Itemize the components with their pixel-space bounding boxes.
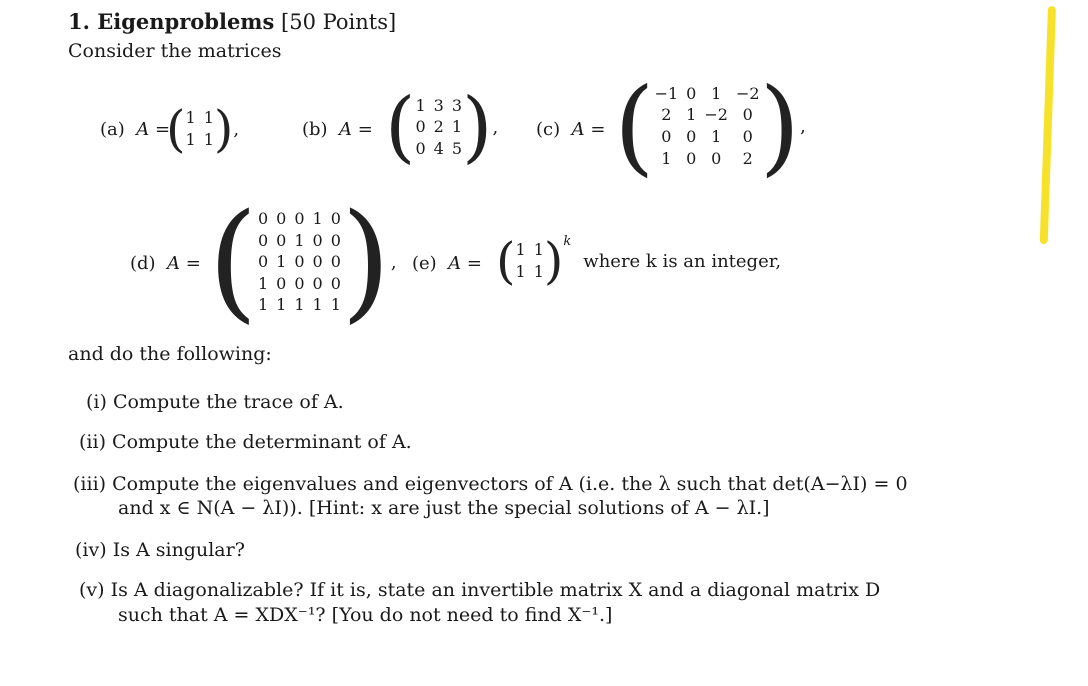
matrix-d-label bbox=[130, 253, 201, 274]
matrix-a-label bbox=[100, 119, 170, 140]
matrix-cell: 1 bbox=[451, 117, 462, 137]
matrix-cell: 0 bbox=[661, 127, 672, 146]
item-i-num: (i) bbox=[86, 391, 107, 413]
matrix-c-label bbox=[536, 119, 605, 140]
matrix-cell: 1 bbox=[257, 273, 269, 293]
matrix-a: ( 1 1 1 1 ) , bbox=[166, 100, 240, 158]
matrix-cell: 2 bbox=[661, 105, 672, 125]
matrix-cell: 0 bbox=[711, 148, 722, 168]
matrix-cell: 0 bbox=[742, 127, 753, 146]
matrix-cell: 1 bbox=[203, 108, 214, 128]
matrix-cell: 3 bbox=[451, 95, 462, 115]
matrix-cell: 0 bbox=[330, 252, 341, 272]
matrix-cell: 0 bbox=[257, 230, 269, 250]
item-i bbox=[86, 391, 344, 413]
item-iii bbox=[73, 473, 908, 495]
suffix-d: , bbox=[390, 251, 397, 273]
problem-title bbox=[68, 9, 396, 34]
matrix-d-grid bbox=[258, 208, 341, 316]
matrix-cell: 1 bbox=[312, 209, 323, 229]
suffix-e: where k is an integer, bbox=[583, 250, 782, 272]
matrix-d: ( 0 0 0 1 0 0 0 1 0 0 0 1 0 0 0 1 0 0 0 0 1 1 1 1 1 ) , bbox=[208, 187, 397, 336]
label-b: (b) bbox=[302, 119, 328, 140]
matrix-e-grid bbox=[516, 239, 544, 282]
matrix-cell: 0 bbox=[294, 252, 305, 272]
suffix-a: , bbox=[233, 118, 240, 140]
matrix-e-label bbox=[412, 253, 482, 274]
matrix-cell: −2 bbox=[704, 105, 728, 125]
matrix-cell: 1 bbox=[661, 148, 672, 168]
matrix-cell: 1 bbox=[686, 105, 697, 125]
matrix-cell: 0 bbox=[415, 117, 426, 137]
matrix-b-grid bbox=[415, 95, 462, 160]
matrix-cell: 0 bbox=[330, 209, 341, 229]
matrix-cell: 0 bbox=[294, 273, 305, 293]
matrix-cell: 0 bbox=[276, 273, 287, 293]
item-v bbox=[79, 579, 880, 601]
item-v-text: Is A diagonalizable? If it is, state an invertible matrix X and a diagonal matrix D bbox=[110, 579, 881, 601]
matrix-cell: 1 bbox=[185, 130, 196, 149]
problem-points: [50 Points] bbox=[281, 10, 397, 34]
matrix-a-grid bbox=[186, 107, 214, 150]
label-c: (c) bbox=[536, 119, 561, 140]
matrix-cell: 0 bbox=[330, 230, 341, 250]
matrix-cell: 1 bbox=[533, 262, 544, 281]
matrix-cell: 0 bbox=[257, 252, 269, 272]
matrix-cell: 3 bbox=[433, 95, 444, 115]
matrix-cell: 0 bbox=[257, 209, 269, 229]
matrix-cell: 1 bbox=[330, 295, 341, 315]
lhs-c: A = bbox=[571, 119, 606, 140]
matrix-cell: 1 bbox=[312, 295, 323, 315]
matrix-cell: −2 bbox=[735, 83, 760, 103]
suffix-c: , bbox=[800, 115, 806, 137]
matrix-c: ( −1 0 1 −2 2 1 −2 0 0 0 1 0 1 0 0 2 ) , bbox=[614, 65, 806, 187]
matrix-cell: 0 bbox=[312, 252, 323, 272]
matrix-cell: 0 bbox=[686, 127, 697, 146]
matrix-cell: 0 bbox=[742, 105, 753, 125]
matrix-cell: 2 bbox=[433, 117, 444, 137]
lhs-d: A = bbox=[167, 253, 201, 274]
matrix-b: ( 1 3 3 0 2 1 0 4 5 ) , bbox=[385, 82, 499, 172]
instructions-lead: and do the following: bbox=[68, 343, 272, 365]
matrix-cell: 1 bbox=[257, 295, 269, 315]
matrix-cell: 0 bbox=[276, 209, 287, 229]
highlighter-mark bbox=[1040, 6, 1056, 244]
matrix-cell: 5 bbox=[451, 138, 462, 158]
label-d: (d) bbox=[130, 253, 156, 274]
matrix-cell: 0 bbox=[415, 138, 426, 158]
matrix-cell: 0 bbox=[686, 83, 697, 103]
intro-text: Consider the matrices bbox=[68, 40, 282, 62]
item-iii-num: (iii) bbox=[73, 473, 107, 495]
matrix-cell: 1 bbox=[185, 108, 196, 128]
problem-number: 1. Eigenproblems bbox=[68, 9, 275, 34]
matrix-cell: 0 bbox=[312, 230, 323, 250]
matrix-cell: 1 bbox=[711, 127, 722, 146]
lhs-b: A = bbox=[339, 119, 373, 140]
item-v-cont: such that A = XDX⁻¹? [You do not need to find X⁻¹.] bbox=[118, 604, 613, 626]
matrix-cell: 1 bbox=[294, 295, 305, 315]
matrix-b-label bbox=[302, 119, 373, 140]
item-iv-text: Is A singular? bbox=[112, 539, 245, 561]
item-v-num: (v) bbox=[79, 579, 105, 601]
matrix-cell: 0 bbox=[294, 209, 305, 229]
label-e: (e) bbox=[412, 253, 437, 274]
matrix-cell: 4 bbox=[433, 138, 444, 158]
matrix-cell: 1 bbox=[203, 130, 214, 149]
lhs-a: A = bbox=[136, 119, 171, 140]
matrix-cell: 1 bbox=[294, 230, 305, 250]
matrix-cell: 1 bbox=[533, 240, 544, 260]
item-i-text: Compute the trace of A. bbox=[112, 391, 344, 413]
power-e: k bbox=[563, 234, 572, 249]
label-a: (a) bbox=[100, 119, 125, 140]
item-ii bbox=[79, 431, 412, 453]
matrix-cell: 1 bbox=[276, 295, 287, 315]
item-iii-cont: and x ∈ N(A − λI)). [Hint: x are just the special solutions of A − λI.] bbox=[118, 497, 770, 519]
matrix-cell: 0 bbox=[312, 273, 323, 293]
item-iii-text: Compute the eigenvalues and eigenvectors of A (i.e. the λ such that det(A−λI) = 0 bbox=[112, 473, 908, 495]
lhs-e: A = bbox=[448, 253, 482, 274]
item-iv-num: (iv) bbox=[75, 539, 107, 561]
matrix-cell: 2 bbox=[742, 148, 753, 168]
matrix-e: ( 1 1 1 1 ) $^k$ where k is an integer, bbox=[496, 232, 782, 290]
matrix-cell: 0 bbox=[330, 273, 341, 293]
item-iv bbox=[75, 539, 245, 561]
matrix-cell: 1 bbox=[276, 252, 287, 272]
item-ii-num: (ii) bbox=[79, 431, 106, 453]
item-ii-text: Compute the determinant of A. bbox=[112, 431, 412, 453]
matrix-cell: 1 bbox=[515, 262, 526, 281]
suffix-b: , bbox=[492, 116, 499, 138]
matrix-cell: −1 bbox=[654, 83, 679, 103]
matrix-cell: 1 bbox=[415, 95, 426, 115]
matrix-cell: 0 bbox=[686, 148, 697, 168]
matrix-cell: 0 bbox=[276, 230, 287, 250]
matrix-c-grid bbox=[655, 83, 760, 169]
matrix-cell: 1 bbox=[515, 240, 526, 260]
matrix-cell: 1 bbox=[711, 83, 722, 103]
